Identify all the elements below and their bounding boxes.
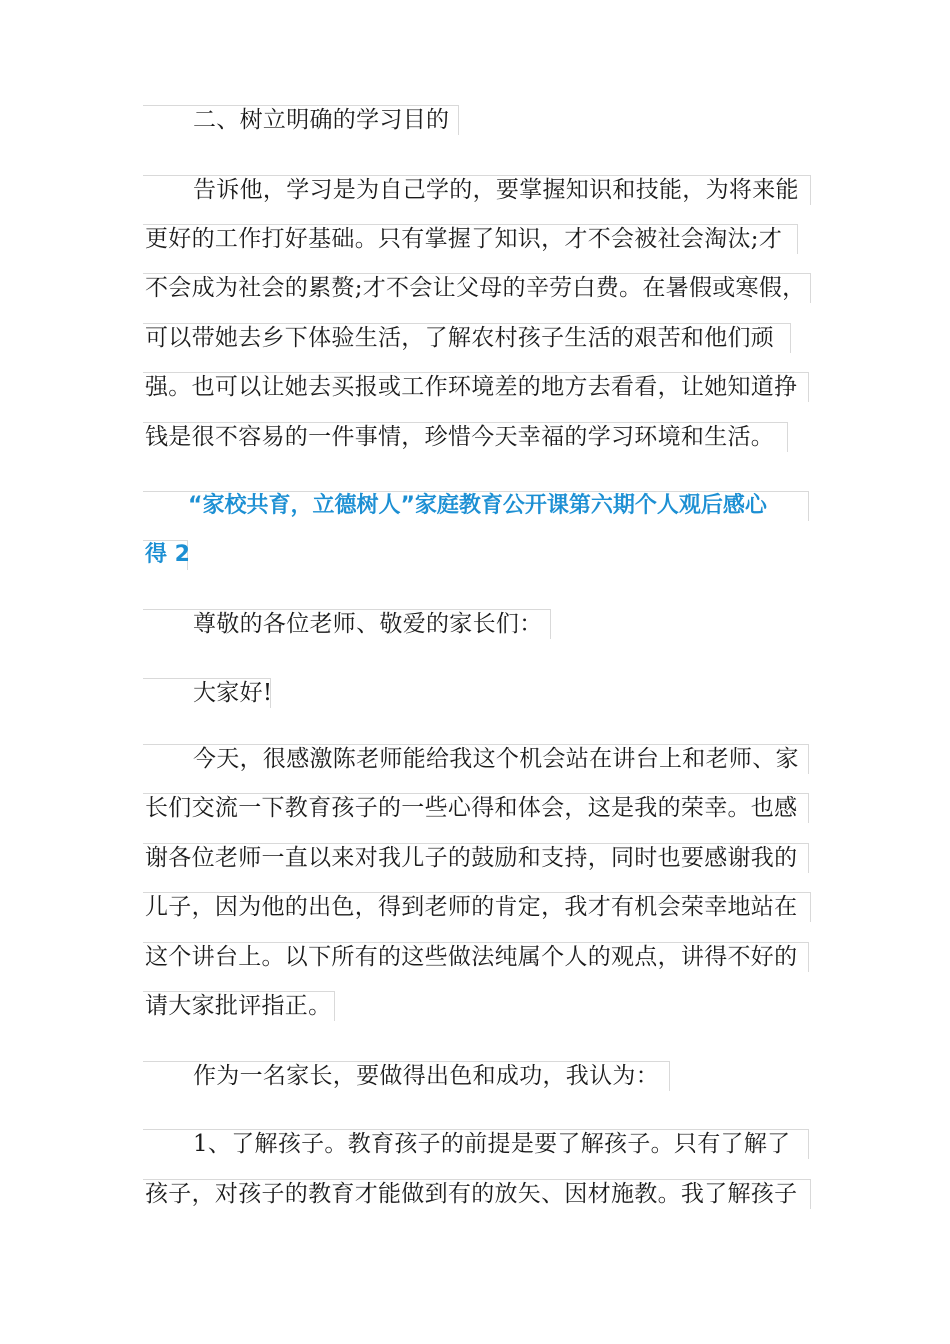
para3: 作为一名家长，要做得出色和成功，我认为： xyxy=(193,1063,659,1089)
para1-line: 告诉他，学习是为自己学的，要掌握知识和技能，为将来能 xyxy=(193,177,799,203)
para2-line: 谢各位老师一直以来对我儿子的鼓励和支持，同时也要感谢我的 xyxy=(145,845,798,871)
para2-line: 请大家批评指正。 xyxy=(145,993,332,1019)
para2-line: 这个讲台上。以下所有的这些做法纯属个人的观点，讲得不好的 xyxy=(145,944,798,970)
salutation: 尊敬的各位老师、敬爱的家长们： xyxy=(193,611,543,637)
greeting: 大家好! xyxy=(193,680,273,706)
para1-line: 更好的工作打好基础。只有掌握了知识，才不会被社会淘汰;才 xyxy=(145,226,783,252)
para4-line: 孩子，对孩子的教育才能做到有的放矢、因材施教。我了解孩子 xyxy=(145,1181,798,1207)
section-heading: 二、树立明确的学习目的 xyxy=(193,107,450,133)
para2-line: 长们交流一下教育孩子的一些心得和体会，这是我的荣幸。也感 xyxy=(145,795,798,821)
para2-line: 儿子，因为他的出色，得到老师的肯定，我才有机会荣幸地站在 xyxy=(145,894,798,920)
article-title-line: 得 2 xyxy=(145,542,190,567)
para1-line: 不会成为社会的累赘;才不会让父母的辛劳白费。在暑假或寒假， xyxy=(145,275,806,301)
para1-line: 可以带她去乡下体验生活，了解农村孩子生活的艰苦和他们顽 xyxy=(145,325,775,351)
para1-line: 强。也可以让她去买报或工作环境差的地方去看看，让她知道挣 xyxy=(145,374,798,400)
article-title-line: “家校共育，立德树人”家庭教育公开课第六期个人观后感心 xyxy=(188,493,767,518)
para4-line: 1、了解孩子。教育孩子的前提是要了解孩子。只有了解了 xyxy=(193,1131,791,1157)
para2-line: 今天，很感激陈老师能给我这个机会站在讲台上和老师、家 xyxy=(193,746,799,772)
para1-line: 钱是很不容易的一件事情，珍惜今天幸福的学习环境和生活。 xyxy=(145,424,775,450)
